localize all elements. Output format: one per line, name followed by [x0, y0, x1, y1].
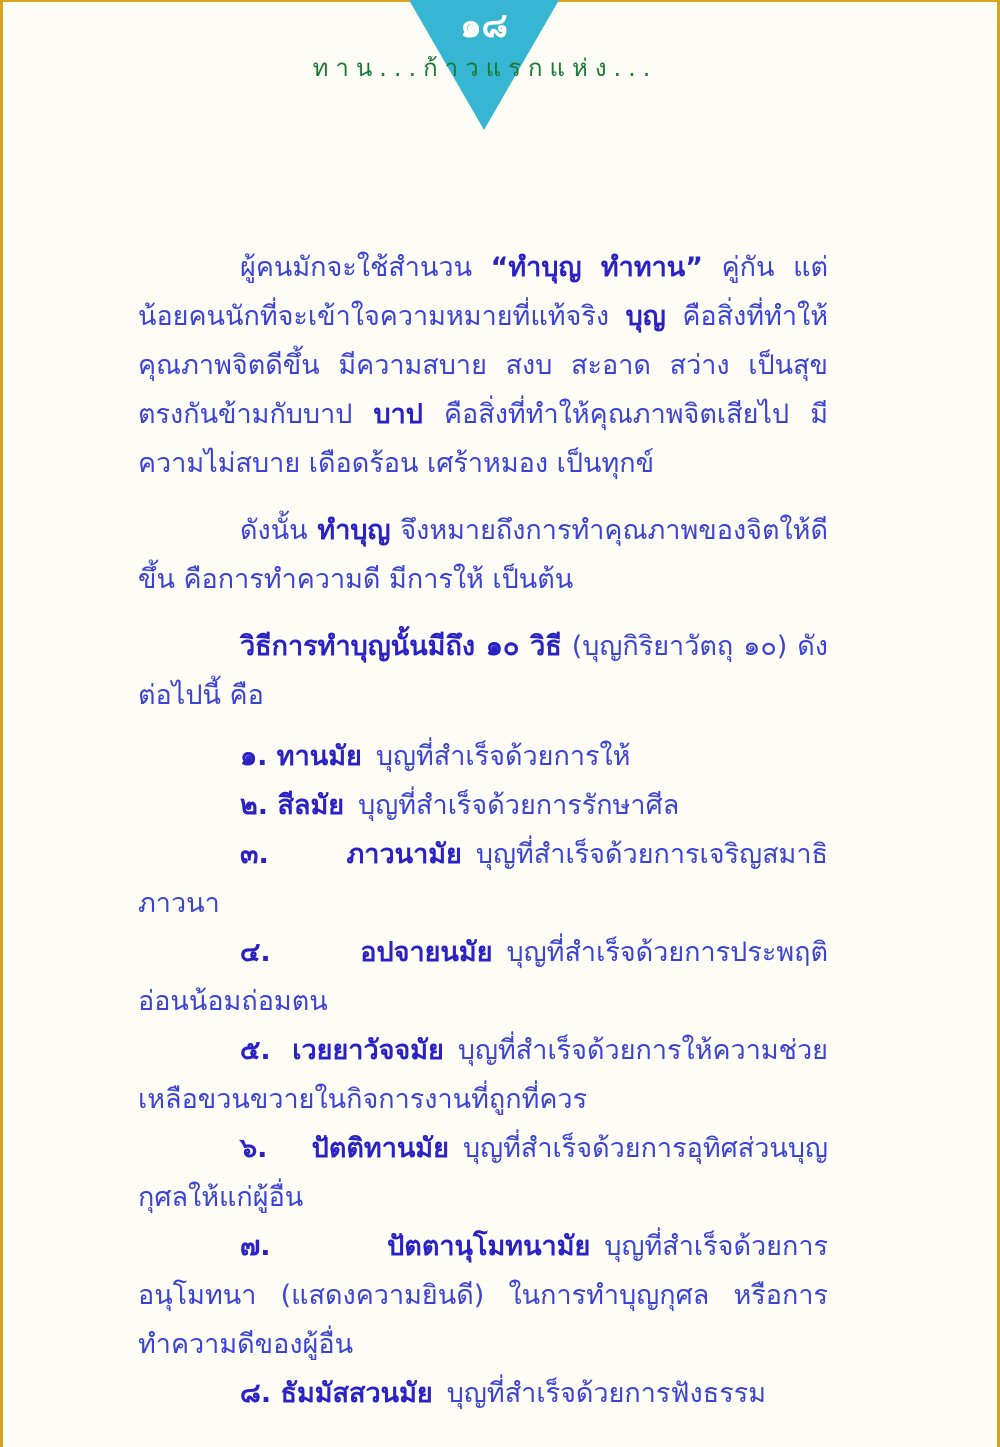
- list-item: [138, 928, 828, 1026]
- list-item: [138, 1369, 828, 1418]
- merit-list: [138, 732, 828, 1418]
- list-item: [138, 830, 828, 928]
- list-item-term: ๑. ทานมัย: [240, 741, 362, 772]
- list-item-description: บุญที่สำเร็จด้วยการเจริญสมาธิภาวนา: [138, 839, 828, 919]
- bold-term: บุญ: [625, 301, 666, 332]
- list-item: [138, 781, 828, 830]
- text-run: คือสิ่งที่ทำให้คุณภาพจิตดีขึ้น มีความสบาย สงบ สะอาด สว่าง เป็นสุข ตรงกันข้ามกับบาป: [138, 301, 828, 430]
- list-item: [138, 732, 828, 781]
- list-item: [138, 1222, 828, 1369]
- bold-term: ทำบุญ: [317, 515, 391, 546]
- text-run: คือสิ่งที่ทำให้คุณภาพจิตเสียไป มีความไม่สบาย เดือดร้อน เศร้าหมอง เป็นทุกข์: [138, 399, 829, 479]
- bold-heading: วิธีการทำบุญนั้นมีถึง ๑๐ วิธี: [240, 631, 562, 662]
- list-item-term: ๔. อปจายนมัย: [240, 937, 493, 968]
- bold-term: บาป: [373, 399, 423, 430]
- list-item: [138, 1026, 828, 1124]
- list-item-term: ๗. ปัตตานุโมทนามัย: [240, 1231, 591, 1262]
- list-item-description: บุญที่สำเร็จด้วยการให้: [375, 741, 631, 772]
- list-item-description: บุญที่สำเร็จด้วยการรักษาศีล: [358, 790, 680, 821]
- paragraph-meaning: [138, 506, 828, 604]
- body-text: [138, 243, 828, 1418]
- text-run: ผู้คนมักจะใช้สำนวน: [240, 252, 491, 283]
- list-item: [138, 1124, 828, 1222]
- list-item-description: บุญที่สำเร็จด้วยการให้ความช่วยเหลือขวนขวายในกิจการงานที่ถูกที่ควร: [138, 1035, 828, 1115]
- text-run: คู่กัน แต่น้อยคนนักที่จะเข้าใจความหมายที่แท้จริง: [138, 252, 828, 332]
- text-run: ดังนั้น: [240, 515, 318, 546]
- text-run: (บุญกิริยาวัตถุ ๑๐) ดังต่อไปนี้ คือ: [138, 631, 828, 711]
- running-title: ทาน...ก้าวแรกแห่ง...: [312, 54, 658, 82]
- page-number: ๑๘: [460, 6, 508, 46]
- list-item-term: ๘. ธัมมัสสวนมัย: [240, 1378, 433, 1409]
- list-item-description: บุญที่สำเร็จด้วยการอนุโมทนา (แสดงความยินดี) ในการทำบุญกุศล หรือการทำความดีของผู้อื่น: [138, 1231, 828, 1360]
- list-item-term: ๒. สีลมัย: [240, 790, 345, 821]
- paragraph-methods-intro: [138, 622, 828, 720]
- bold-phrase: “ทำบุญ ทำทาน”: [490, 252, 704, 283]
- paragraph-definition: [138, 243, 828, 488]
- list-item-description: บุญที่สำเร็จด้วยการประพฤติอ่อนน้อมถ่อมตน: [138, 937, 828, 1017]
- list-item-description: บุญที่สำเร็จด้วยการฟังธรรม: [446, 1378, 767, 1409]
- text-run: จึงหมายถึงการทำคุณภาพของจิตให้ดีขึ้น คือการทำความดี มีการให้ เป็นต้น: [138, 515, 828, 595]
- list-item-description: บุญที่สำเร็จด้วยการอุทิศส่วนบุญกุศลให้แก่ผู้อื่น: [138, 1133, 828, 1213]
- list-item-term: ๖. ปัตติทานมัย: [240, 1133, 449, 1164]
- list-item-term: ๓. ภาวนามัย: [240, 839, 462, 870]
- list-item-term: ๕. เวยยาวัจจมัย: [240, 1035, 444, 1066]
